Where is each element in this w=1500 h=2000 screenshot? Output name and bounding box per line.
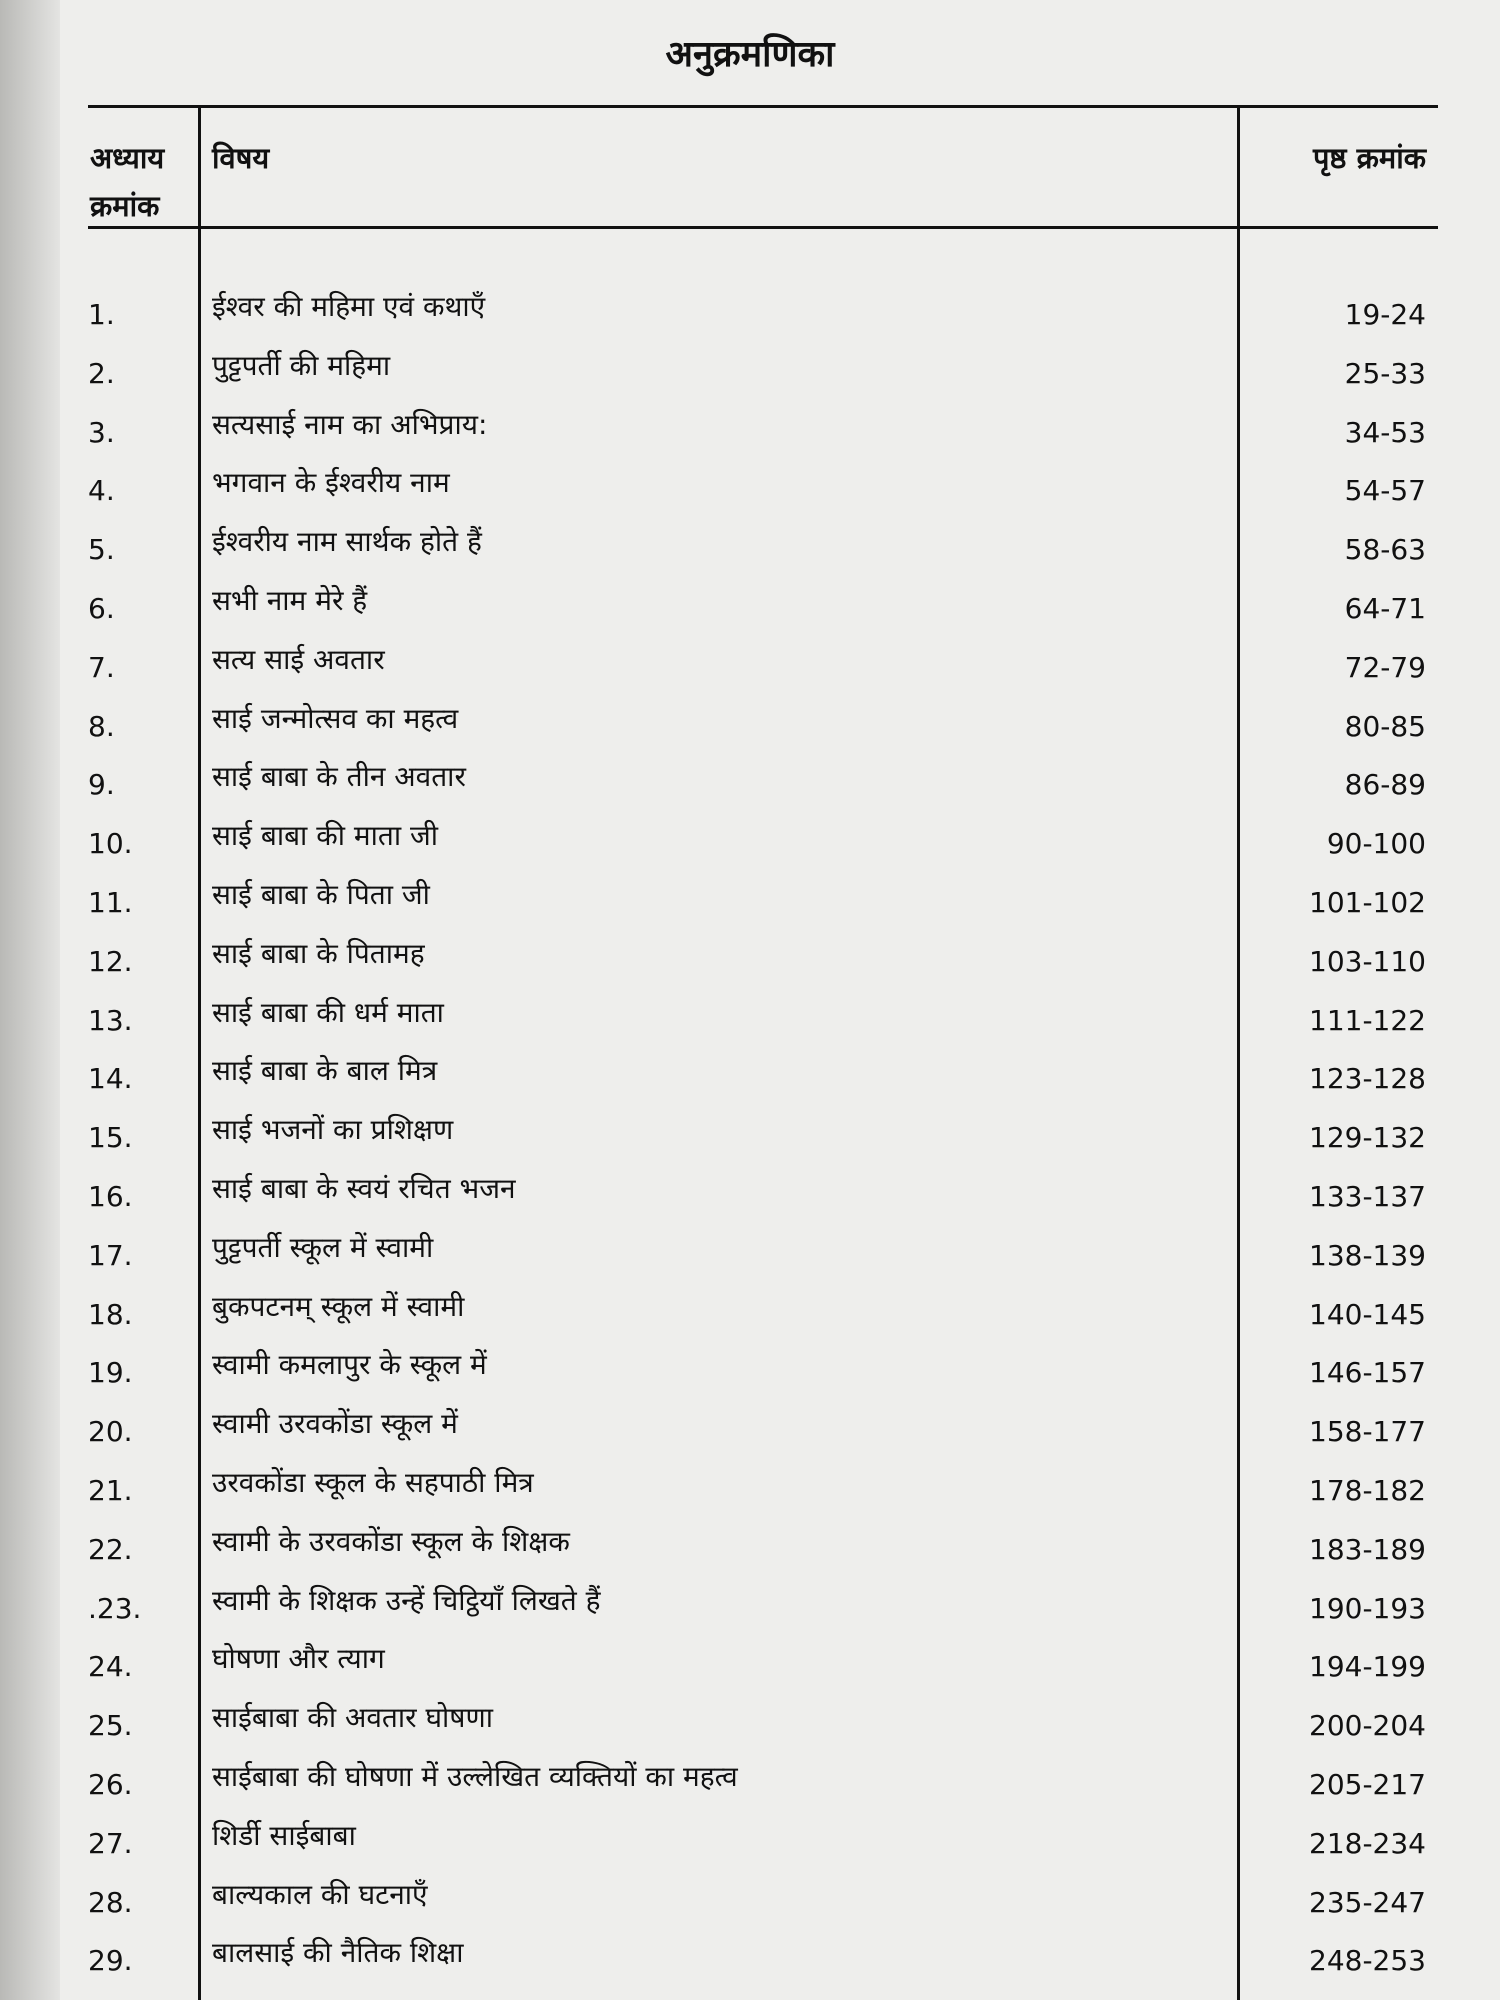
chapter-number: 8. (88, 709, 115, 743)
chapter-subject: साई बाबा के पितामह (212, 936, 425, 970)
chapter-subject: उरवकोंडा स्कूल के सहपाठी मित्र (212, 1465, 534, 1499)
column-header-chapter: अध्याय क्रमांक (90, 141, 165, 223)
page-range: 111-122 (1309, 1003, 1426, 1037)
page-range: 146-157 (1309, 1356, 1426, 1390)
chapter-number: .23. (88, 1591, 142, 1625)
table-row (0, 1167, 1500, 1226)
page-range: 19-24 (1344, 298, 1426, 331)
chapter-number: 16. (88, 1179, 133, 1213)
table-row (0, 403, 1500, 462)
chapter-subject: भगवान के ईश्वरीय नाम (212, 466, 450, 500)
page-range: 25-33 (1344, 356, 1426, 390)
page-range: 123-128 (1309, 1062, 1426, 1096)
page-range: 190-193 (1309, 1591, 1426, 1625)
page-range: 248-253 (1309, 1944, 1426, 1978)
chapter-subject: सभी नाम मेरे हैं (212, 583, 368, 617)
chapter-number: 9. (88, 768, 115, 802)
chapter-subject: पुट्टपर्ती की महिमा (212, 348, 391, 382)
table-row (0, 755, 1500, 814)
chapter-number: 26. (88, 1767, 133, 1801)
chapter-subject: साई भजनों का प्रशिक्षण (212, 1113, 454, 1147)
table-row (0, 1814, 1500, 1873)
chapter-number: 5. (88, 533, 115, 567)
page-range: 133-137 (1309, 1179, 1426, 1213)
chapter-subject: बाल्यकाल की घटनाएँ (212, 1877, 428, 1911)
table-row (0, 1343, 1500, 1402)
chapter-number: 19. (88, 1356, 133, 1390)
chapter-number: 21. (88, 1473, 133, 1507)
table-row (0, 1873, 1500, 1932)
chapter-number: 25. (88, 1709, 133, 1743)
page-range: 103-110 (1309, 944, 1426, 978)
page-range: 194-199 (1309, 1650, 1426, 1684)
chapter-subject: स्वामी कमलापुर के स्कूल में (212, 1348, 487, 1382)
page-range: 72-79 (1344, 650, 1426, 684)
chapter-subject: सत्यसाई नाम का अभिप्राय: (212, 407, 488, 441)
table-row (0, 461, 1500, 520)
table-row (0, 1931, 1500, 1990)
chapter-number: 18. (88, 1297, 133, 1331)
chapter-number: 29. (88, 1944, 133, 1978)
chapter-subject: बुकपटनम् स्कूल में स्वामी (212, 1289, 465, 1323)
table-row (0, 873, 1500, 932)
table-row (0, 579, 1500, 638)
contents-table-body (0, 285, 1500, 1990)
chapter-number: 15. (88, 1121, 133, 1155)
chapter-subject: पुट्टपर्ती स्कूल में स्वामी (212, 1230, 434, 1264)
table-row (0, 991, 1500, 1050)
page-range: 138-139 (1309, 1238, 1426, 1272)
table-row (0, 1402, 1500, 1461)
page-range: 90-100 (1326, 827, 1426, 861)
chapter-number: 28. (88, 1885, 133, 1919)
chapter-subject: साई बाबा के स्वयं रचित भजन (212, 1171, 516, 1205)
chapter-number: 20. (88, 1415, 133, 1449)
chapter-subject: शिर्डी साईबाबा (212, 1818, 356, 1852)
chapter-number: 17. (88, 1238, 133, 1272)
chapter-number: 4. (88, 474, 115, 508)
page-range: 205-217 (1309, 1767, 1426, 1801)
chapter-subject: स्वामी के उरवकोंडा स्कूल के शिक्षक (212, 1524, 570, 1558)
page-range: 34-53 (1344, 415, 1426, 449)
table-row (0, 1755, 1500, 1814)
table-top-rule (88, 105, 1438, 108)
page-range: 183-189 (1309, 1532, 1426, 1566)
page-range: 101-102 (1309, 885, 1426, 919)
chapter-number: 12. (88, 944, 133, 978)
page-range: 64-71 (1344, 591, 1426, 625)
chapter-number: 22. (88, 1532, 133, 1566)
table-row (0, 344, 1500, 403)
table-row (0, 697, 1500, 756)
page-range: 158-177 (1309, 1415, 1426, 1449)
chapter-number: 14. (88, 1062, 133, 1096)
table-header-rule (88, 226, 1438, 229)
table-row (0, 285, 1500, 344)
chapter-number: 13. (88, 1003, 133, 1037)
chapter-number: 11. (88, 885, 133, 919)
chapter-subject: स्वामी के शिक्षक उन्हें चिट्ठियाँ लिखते हैं (212, 1583, 601, 1617)
table-row (0, 638, 1500, 697)
page-range: 235-247 (1309, 1885, 1426, 1919)
chapter-number: 6. (88, 591, 115, 625)
table-row (0, 1285, 1500, 1344)
page-range: 178-182 (1309, 1473, 1426, 1507)
page-range: 140-145 (1309, 1297, 1426, 1331)
table-row (0, 1461, 1500, 1520)
chapter-subject: ईश्वर की महिमा एवं कथाएँ (212, 290, 486, 323)
page-range: 129-132 (1309, 1121, 1426, 1155)
table-row (0, 814, 1500, 873)
chapter-number: 10. (88, 827, 133, 861)
chapter-subject: साईबाबा की अवतार घोषणा (212, 1701, 493, 1735)
table-row (0, 1520, 1500, 1579)
chapter-subject: साई बाबा के पिता जी (212, 877, 430, 911)
column-header-subject: विषय (212, 141, 270, 175)
page-range: 86-89 (1344, 768, 1426, 802)
chapter-subject: सत्य साई अवतार (212, 642, 385, 676)
table-row (0, 1579, 1500, 1638)
page-title: अनुक्रमणिका (665, 34, 835, 75)
table-row (0, 1049, 1500, 1108)
table-row (0, 1637, 1500, 1696)
table-row (0, 1108, 1500, 1167)
chapter-number: 1. (88, 298, 115, 331)
column-header-pages: पृष्ठ क्रमांक (1312, 141, 1426, 175)
page-range: 58-63 (1344, 533, 1426, 567)
chapter-subject: ईश्वरीय नाम सार्थक होते हैं (212, 525, 482, 559)
page-range: 218-234 (1309, 1826, 1426, 1860)
page-range: 54-57 (1344, 474, 1426, 508)
page-range: 200-204 (1309, 1709, 1426, 1743)
chapter-number: 7. (88, 650, 115, 684)
page-range: 80-85 (1344, 709, 1426, 743)
chapter-subject: घोषणा और त्याग (212, 1642, 385, 1676)
table-row (0, 1226, 1500, 1285)
chapter-subject: साई बाबा के तीन अवतार (212, 760, 466, 794)
chapter-subject: साई बाबा की माता जी (212, 819, 439, 853)
chapter-number: 2. (88, 356, 115, 390)
chapter-number: 3. (88, 415, 115, 449)
table-row (0, 932, 1500, 991)
chapter-subject: साई बाबा के बाल मित्र (212, 1054, 438, 1088)
chapter-subject: साई जन्मोत्सव का महत्व (212, 701, 459, 735)
chapter-subject: साई बाबा की धर्म माता (212, 995, 444, 1029)
chapter-number: 27. (88, 1826, 133, 1860)
chapter-subject: साईबाबा की घोषणा में उल्लेखित व्यक्तियों का महत्व (212, 1759, 738, 1793)
chapter-subject: बालसाई की नैतिक शिक्षा (212, 1936, 464, 1970)
chapter-number: 24. (88, 1650, 133, 1684)
table-row (0, 1696, 1500, 1755)
table-row (0, 520, 1500, 579)
chapter-subject: स्वामी उरवकोंडा स्कूल में (212, 1407, 458, 1441)
